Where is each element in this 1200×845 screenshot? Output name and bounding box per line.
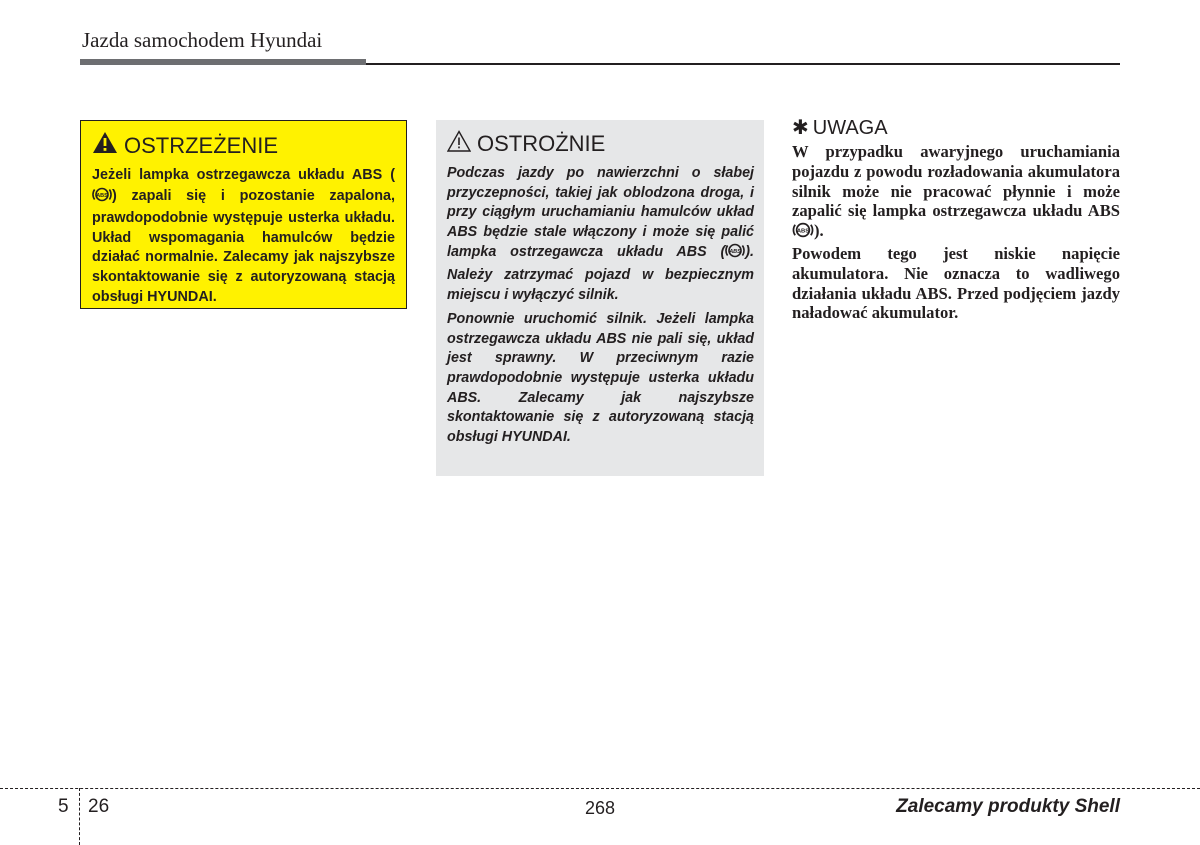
note-paragraph-2: Powodem tego jest niskie napięcie akumulatora. Nie oznacza to wadliwego działania układu ABS. Przed podjęciem jazdy naładować akumulator. <box>792 243 1120 323</box>
warning-text <box>92 166 395 307</box>
caution-paragraph-2: Ponownie uruchomić silnik. Jeżeli lampka ostrzegawcza układu ABS nie pali się, układ jest sprawny. W przeciwnym razie prawdopodobnie występuje usterka układu ABS. Zalecamy jak najszybsze skontaktowanie się z autoryzowaną stacją obsługi HYUNDAI. <box>447 311 754 445</box>
warning-heading-label: OSTRZEŻENIE <box>124 132 279 158</box>
warning-box <box>80 120 407 309</box>
abs-warning-light-icon <box>725 242 745 266</box>
footer-page-number: 268 <box>584 798 616 818</box>
footer-vertical-divider <box>79 788 80 845</box>
warning-text-part1: Jeżeli lampka ostrzegawcza układu ABS ( <box>92 167 395 183</box>
asterisk-icon: ✱ <box>792 117 809 139</box>
svg-text:ABS: ABS <box>729 249 742 256</box>
warning-triangle-icon <box>92 131 118 160</box>
warning-text-part2: ) zapali się i pozostanie zapalona, prawdopodobnie występuje usterka układu. Układ wspomagania hamulców będzie działać normalnie. Zalecamy jak najszybsze skontaktowanie się z autoryzowaną stacją obsługi HYUNDAI. <box>92 187 395 305</box>
note-p1-part2: ). <box>814 221 824 241</box>
caution-heading <box>447 130 754 158</box>
abs-warning-light-icon <box>92 186 112 210</box>
svg-text:ABS: ABS <box>796 228 810 235</box>
note-section <box>792 116 1120 323</box>
svg-text:ABS: ABS <box>96 192 108 199</box>
note-heading-label: UWAGA <box>812 117 888 139</box>
abs-warning-light-icon <box>792 221 814 244</box>
caution-paragraph-1 <box>447 164 754 305</box>
footer-chapter-number: 5 <box>58 796 69 817</box>
footer-divider <box>0 788 1200 789</box>
note-heading <box>792 116 1120 140</box>
page-header-title: Jazda samochodem Hyundai <box>82 28 323 52</box>
warning-heading <box>92 131 395 160</box>
caution-triangle-icon <box>447 130 471 158</box>
caution-p1-part1: Podczas jazdy po nawierzchni o słabej przyczepności, takiej jak oblodzona droga, i przy ciągłym uruchamianiu hamulców układ ABS będzie stale włączony i może się palić lampka ostrzegawcza układu ABS ( <box>447 165 754 261</box>
caution-p1-part2: ). Należy zatrzymać pojazd w bezpiecznym miejscu i wyłączyć silnik. <box>447 244 754 303</box>
note-paragraph-1 <box>792 142 1120 244</box>
footer-section-page: 26 <box>88 796 110 817</box>
caution-box <box>436 120 764 476</box>
header-rule-thin <box>366 63 1120 65</box>
header-rule-thick <box>80 59 366 65</box>
caution-heading-label: OSTROŻNIE <box>477 131 606 156</box>
footer-brand-text: Zalecamy produkty Shell <box>896 796 1120 817</box>
note-p1-part1: W przypadku awaryjnego uruchamiania pojazdu z powodu rozładowania akumulatora silnik może nie pracować płynnie i może zapalić się lampka ostrzegawcza układu ABS <box>792 142 1120 221</box>
